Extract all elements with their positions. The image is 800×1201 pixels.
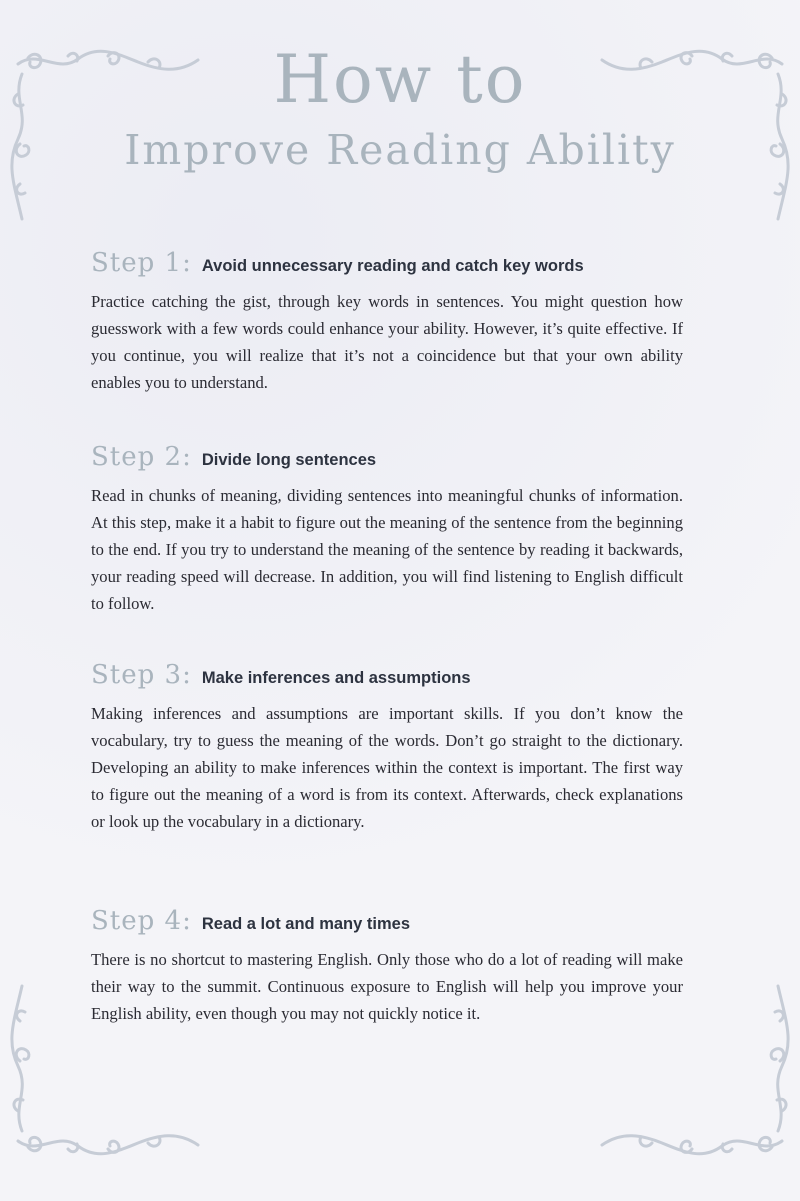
title-line-1: How to [273, 41, 527, 118]
step-body: Read in chunks of meaning, dividing sentences into meaningful chunks of information. At this step, make it a habit to figure out the meaning of the sentence from the beginning to the end. If you try to understand the meaning of the sentence by reading it backwards, your reading speed will decrease. In addition, you will find listening to English difficult to follow. [91, 486, 683, 613]
step-label: Step 1: [91, 248, 192, 278]
step-label: Step 4: [91, 906, 192, 936]
step-section-1 [91, 248, 683, 413]
step-label: Step 3: [91, 660, 192, 690]
step-section-3 [91, 660, 683, 852]
step-title: Divide long sentences [201, 451, 377, 469]
page-title [0, 40, 800, 178]
step-label: Step 2: [91, 442, 192, 472]
step-title: Avoid unnecessary reading and catch key words [201, 257, 584, 275]
step-heading [91, 442, 683, 482]
step-section-4 [91, 906, 683, 1044]
step-body: There is no shortcut to mastering English. Only those who do a lot of reading will make their way to the summit. Continuous exposure to English will help you improve your English ability, even though you may not quickly notice it. [91, 950, 683, 1023]
step-heading [91, 248, 683, 288]
step-title: Make inferences and assumptions [201, 669, 471, 687]
step-title: Read a lot and many times [201, 915, 411, 933]
step-heading [91, 906, 683, 946]
title-line-2: Improve Reading Ability [124, 126, 676, 174]
step-section-2 [91, 442, 683, 634]
step-body: Making inferences and assumptions are important skills. If you don’t know the vocabulary, try to guess the meaning of the words. Don’t go straight to the dictionary. Developing an ability to make inferences within the context is important. The first way to figure out the meaning of a word is from its context. Afterwards, check explanations or look up the vocabulary in a dictionary. [91, 704, 683, 831]
step-heading [91, 660, 683, 700]
step-body: Practice catching the gist, through key words in sentences. You might question how guesswork with a few words could enhance your ability. However, it’s quite effective. If you continue, you will realize that it’s not a coincidence but that your own ability enables you to understand. [91, 292, 683, 392]
